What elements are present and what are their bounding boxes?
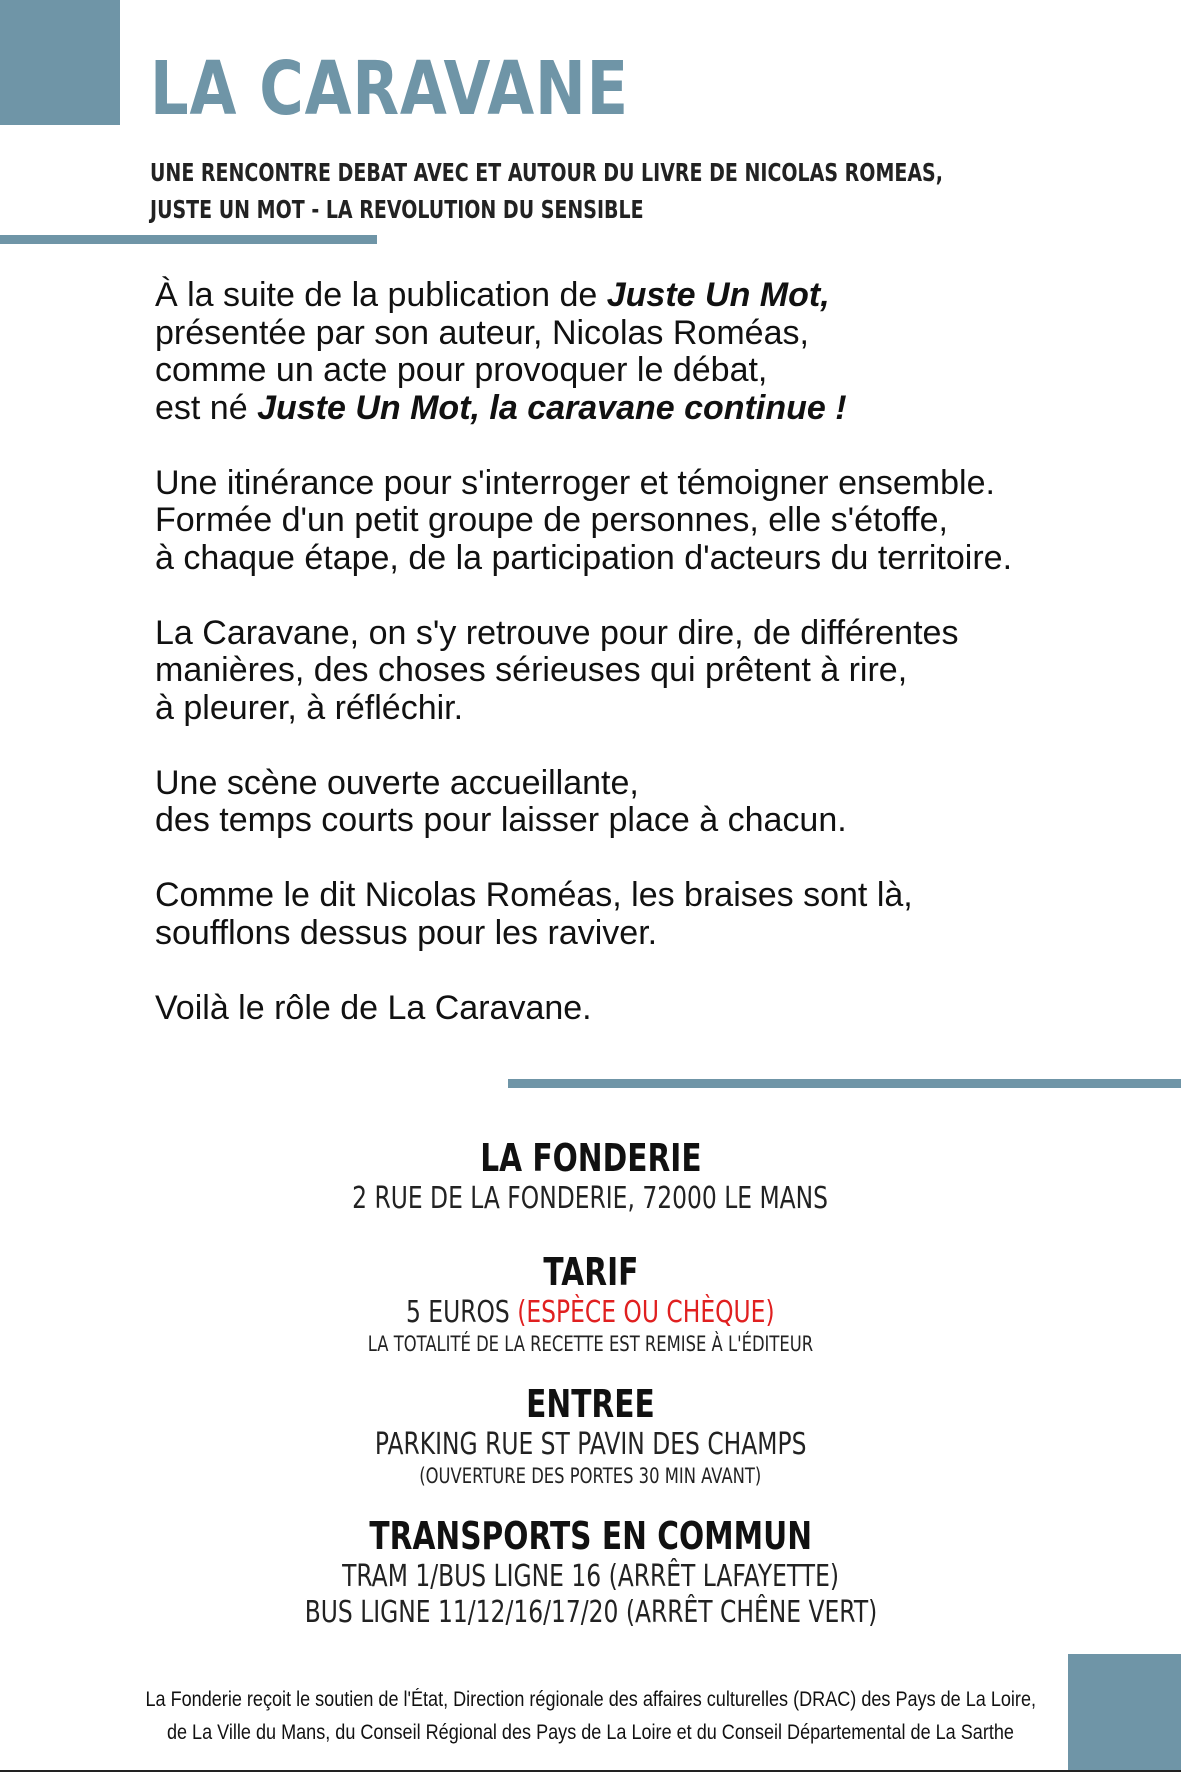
tarif-heading: TARIF bbox=[543, 1250, 638, 1294]
entree-line: PARKING RUE ST PAVIN DES CHAMPS bbox=[374, 1427, 807, 1462]
footer bbox=[0, 1683, 1181, 1749]
transports-line-2: BUS LIGNE 11/12/16/17/20 (ARRÊT CHÊNE VERT) bbox=[304, 1595, 877, 1630]
paragraph-3-line-2: manières, des choses sérieuses qui prêtent à rire, bbox=[155, 651, 908, 689]
text: est né bbox=[155, 388, 258, 427]
paragraph-4-line-1: Une scène ouverte accueillante, bbox=[155, 763, 639, 802]
paragraph-6-line-1: Voilà le rôle de La Caravane. bbox=[155, 988, 592, 1027]
divider-top bbox=[0, 235, 377, 244]
corner-block-top-left bbox=[0, 0, 120, 125]
venue-address: 2 RUE DE LA FONDERIE, 72000 LE MANS bbox=[352, 1181, 829, 1216]
paragraph-1-line-1 bbox=[155, 277, 1165, 315]
subtitle-line-1: UNE RENCONTRE DEBAT AVEC ET AUTOUR DU LIVRE DE NICOLAS ROMEAS, bbox=[150, 158, 943, 187]
entree-note: (OUVERTURE DES PORTES 30 MIN AVANT) bbox=[419, 1464, 762, 1488]
text: À la suite de la publication de bbox=[155, 276, 607, 314]
paragraph-5-line-2: soufflons dessus pour les raviver. bbox=[155, 913, 658, 952]
paragraph-1 bbox=[155, 277, 1165, 427]
paragraph-5-line-1: Comme le dit Nicolas Roméas, les braises sont là, bbox=[155, 876, 913, 914]
entree-block bbox=[0, 1382, 1181, 1490]
page-title: LA CARAVANE bbox=[150, 46, 629, 132]
tarif-payment: (ESPÈCE OU CHÈQUE) bbox=[517, 1295, 775, 1330]
paragraph-3-line-1: La Caravane, on s'y retrouve pour dire, de différentes bbox=[155, 613, 959, 652]
paragraph-4 bbox=[155, 765, 1165, 840]
paragraph-1-line-2: présentée par son auteur, Nicolas Roméas, bbox=[155, 313, 809, 352]
paragraph-2-line-2: Formée d'un petit groupe de personnes, elle s'étoffe, bbox=[155, 501, 948, 539]
venue-block bbox=[0, 1136, 1181, 1217]
tarif-price: 5 EUROS bbox=[406, 1295, 518, 1330]
paragraph-5 bbox=[155, 877, 1165, 952]
header bbox=[150, 46, 1181, 228]
subtitle bbox=[150, 154, 943, 228]
event-title: Juste Un Mot, la caravane continue ! bbox=[257, 388, 847, 427]
tarif-note: LA TOTALITÉ DE LA RECETTE EST REMISE À L'ÉDITEUR bbox=[367, 1332, 814, 1356]
paragraph-2-line-1: Une itinérance pour s'interroger et témoigner ensemble. bbox=[155, 463, 995, 502]
divider-middle bbox=[508, 1079, 1181, 1088]
paragraph-3-line-3: à pleurer, à réfléchir. bbox=[155, 688, 464, 727]
paragraph-2-line-3: à chaque étape, de la participation d'acteurs du territoire. bbox=[155, 538, 1013, 577]
transports-heading: TRANSPORTS EN COMMUN bbox=[369, 1514, 812, 1558]
subtitle-line-2: JUSTE UN MOT - LA REVOLUTION DU SENSIBLE bbox=[150, 195, 644, 224]
footer-line-2: de La Ville du Mans, du Conseil Régional des Pays de La Loire et du Conseil Départemental de La Sarthe bbox=[166, 1721, 1015, 1744]
book-title: Juste Un Mot, bbox=[606, 276, 830, 314]
paragraph-4-line-2: des temps courts pour laisser place à chacun. bbox=[155, 801, 847, 839]
tarif-price-line bbox=[406, 1295, 775, 1331]
paragraph-1-line-4 bbox=[155, 390, 1165, 428]
footer-line-1: La Fonderie reçoit le soutien de l'État, Direction régionale des affaires culturelles (DRAC) des Pays de La Loire, bbox=[145, 1688, 1036, 1711]
tarif-block bbox=[0, 1250, 1181, 1358]
transports-line-1: TRAM 1/BUS LIGNE 16 (ARRÊT LAFAYETTE) bbox=[342, 1559, 839, 1594]
description bbox=[155, 277, 1165, 1065]
entree-heading: ENTREE bbox=[526, 1382, 655, 1426]
paragraph-2 bbox=[155, 465, 1165, 578]
venue-heading: LA FONDERIE bbox=[479, 1136, 702, 1180]
transports-block bbox=[0, 1514, 1181, 1631]
paragraph-3 bbox=[155, 615, 1165, 728]
paragraph-6 bbox=[155, 990, 1165, 1028]
paragraph-1-line-3: comme un acte pour provoquer le débat, bbox=[155, 351, 768, 389]
